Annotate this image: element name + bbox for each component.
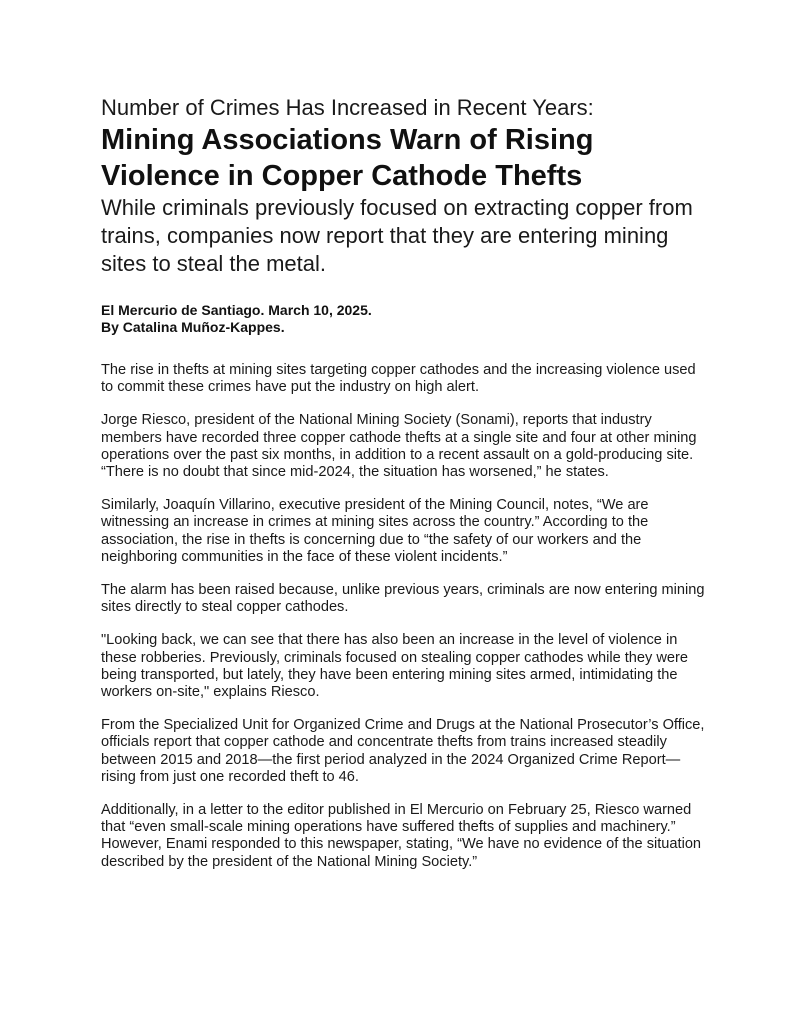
source-line: El Mercurio de Santiago. March 10, 2025. <box>101 302 372 318</box>
body-paragraph: The alarm has been raised because, unlike previous years, criminals are now entering mining sites directly to steal copper cathodes. <box>101 582 705 616</box>
body-paragraph: Additionally, in a letter to the editor published in El Mercurio on February 25, Riesco warned that “even small-scale mining operations have suffered thefts of supplies and machinery.” However, Enami responded to this newspaper, stating, “We have no evidence of the situation described by the president of the National Mining Society.” <box>101 802 702 870</box>
article-page <box>101 94 711 887</box>
body-paragraph: Jorge Riesco, president of the National Mining Society (Sonami), reports that industry members have recorded three copper cathode thefts at a single site and four at other mining operations over the past six months, in addition to a recent assault on a gold-producing site. “There is no doubt that since mid-2024, the situation has worsened,” he states. <box>101 412 697 481</box>
body-paragraph: Similarly, Joaquín Villarino, executive president of the Mining Council, notes, “We are witnessing an increase in crimes at mining sites across the country.” According to the association, the rise in thefts is concerning due to “the safety of our workers and the neighboring communities in the face of these violent incidents.” <box>101 497 649 565</box>
body-paragraph: From the Specialized Unit for Organized Crime and Drugs at the National Prosecutor’s Office, officials report that copper cathode and concentrate thefts from trains increased steadily between 2015 and 2018—the first period analyzed in the 2024 Organized Crime Report—rising from just one recorded theft to 46. <box>101 717 705 785</box>
body-paragraph: The rise in thefts at mining sites targeting copper cathodes and the increasing violence used to commit these crimes have put the industry on high alert. <box>101 362 696 396</box>
body-paragraph: "Looking back, we can see that there has also been an increase in the level of violence in these robberies. Previously, criminals focused on stealing copper cathodes while they were being transported, but lately, they have been entering mining sites armed, intimidating the workers on-site," explains Riesco. <box>101 632 689 701</box>
article-body <box>101 362 711 871</box>
article-kicker: Number of Crimes Has Increased in Recent Years: <box>101 95 594 120</box>
article-headline: Mining Associations Warn of Rising Violence in Copper Cathode Thefts <box>101 124 594 192</box>
author-line: By Catalina Muñoz-Kappes. <box>101 319 285 335</box>
article-deck: While criminals previously focused on extracting copper from trains, companies now report that they are entering mining sites to steal the metal. <box>101 195 693 276</box>
byline <box>101 302 711 336</box>
